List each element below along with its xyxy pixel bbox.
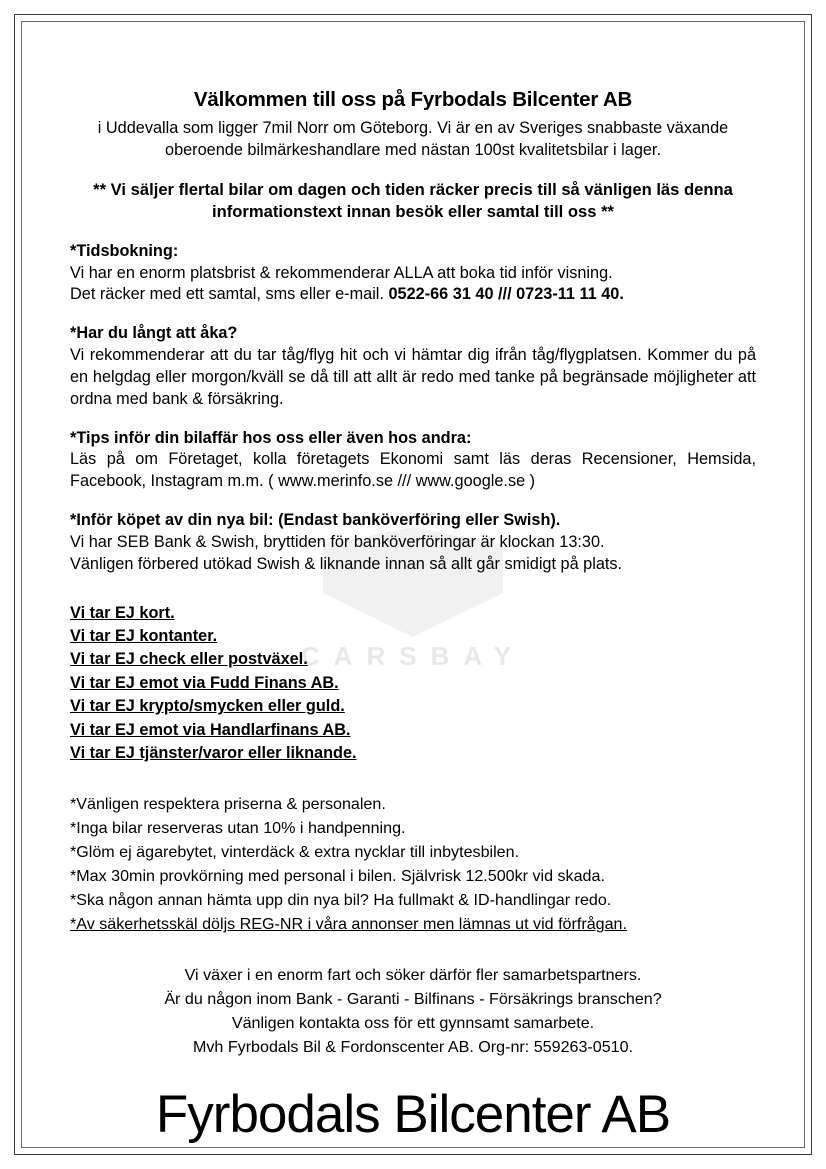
list-item: Vi tar EJ check eller postväxel. [70, 650, 308, 669]
spacer [70, 576, 756, 593]
spacer [70, 783, 756, 792]
spacer [70, 937, 756, 954]
list-item: *Ska någon annan hämta upp din nya bil? Ha fullmakt & ID-handlingar redo. [70, 891, 612, 910]
section-heading-tidsbokning: *Tidsbokning: [70, 241, 179, 260]
list-item: *Vänligen respektera priserna & personalen. [70, 794, 386, 813]
list-item: *Inga bilar reserveras utan 10% i handpenning. [70, 818, 406, 837]
refusals-list [70, 602, 756, 766]
list-item: Vi tar EJ emot via Fudd Finans AB. [70, 673, 339, 692]
emphasis-paragraph: ** Vi säljer flertal bilar om dagen och tiden räcker precis till så vänligen läs denna informationstext innan besök eller samtal till oss ** [93, 179, 733, 222]
brand-footer: Fyrbodals Bilcenter AB [155, 1085, 671, 1144]
closing-line: Vänligen kontakta oss för ett gynnsamt samarbete. [231, 1013, 595, 1032]
closing-line: Är du någon inom Bank - Garanti - Bilfinans - Försäkrings branschen? [164, 989, 662, 1008]
section-body-betalning-line2: Vänligen förbered utökad Swish & liknande innan så allt går smidigt på plats. [70, 554, 623, 573]
spacer [70, 593, 756, 602]
list-item: Vi tar EJ tjänster/varor eller liknande. [70, 744, 357, 763]
section-body-tidsbokning-line2 [70, 284, 756, 306]
section-heading-betalning: *Inför köpet av din nya bil: (Endast banköverföring eller Swish). [70, 511, 561, 530]
document-content [22, 22, 804, 1059]
list-item: *Glöm ej ägarebytet, vinterdäck & extra nycklar till inbytesbilen. [70, 843, 520, 861]
list-item: Vi tar EJ kontanter. [70, 627, 218, 645]
spacer [70, 411, 756, 428]
spacer [70, 766, 756, 783]
closing-line: Mvh Fyrbodals Bil & Fordonscenter AB. Org-nr: 559263-0510. [192, 1037, 634, 1056]
notes-list [70, 792, 756, 937]
section-body-resa: Vi rekommenderar att du tar tåg/flyg hit och vi hämtar dig ifrån tåg/flygplatsen. Kommer du på en helgdag eller morgon/kväll se då till att allt är redo med tanke på begränsade möjligheter att ordna med bank & försäkring. [70, 346, 756, 408]
section-heading-tips: *Tips inför din bilaffär hos oss eller även hos andra: [70, 428, 472, 447]
list-item: *Av säkerhetsskäl döljs REG-NR i våra annonser men lämnas ut vid förfrågan. [70, 915, 627, 934]
spacer [70, 954, 756, 963]
closing-block [70, 963, 756, 1060]
spacer [70, 162, 756, 179]
page-title: Välkommen till oss på Fyrbodals Bilcenter AB [193, 88, 633, 111]
list-item: Vi tar EJ emot via Handlarfinans AB. [70, 720, 351, 739]
spacer [70, 224, 756, 241]
closing-line: Vi växer i en enorm fart och söker därför fler samarbetspartners. [184, 965, 642, 984]
document-page [14, 14, 812, 1155]
intro-paragraph: i Uddevalla som ligger 7mil Norr om Göteborg. Vi är en av Sveriges snabbaste växande oberoende bilmärkeshandlare med nästan 100st kvalitetsbilar i lager. [97, 119, 729, 159]
tidsbokning-text: Det räcker med ett samtal, sms eller e-mail. [70, 285, 389, 304]
spacer [70, 493, 756, 510]
phone-numbers: 0522-66 31 40 /// 0723-11 11 40. [388, 285, 624, 304]
section-body-tips: Läs på om Företaget, kolla företagets Ekonomi samt läs deras Recensioner, Hemsida, Facebook, Instagram m.m. ( www.merinfo.se /// www.google.se ) [70, 450, 756, 491]
section-body-betalning-line1: Vi har SEB Bank & Swish, bryttiden för banköverföringar är klockan 13:30. [70, 532, 605, 551]
list-item: Vi tar EJ krypto/smycken eller guld. [70, 697, 345, 716]
list-item: *Max 30min provkörning med personal i bilen. Självrisk 12.500kr vid skada. [70, 867, 605, 886]
section-body-tidsbokning-line1: Vi har en enorm platsbrist & rekommenderar ALLA att boka tid inför visning. [70, 263, 613, 282]
spacer [70, 306, 756, 323]
section-heading-resa: *Har du långt att åka? [70, 324, 238, 343]
list-item: Vi tar EJ kort. [70, 603, 175, 622]
watermark-text: CARSBAY [300, 641, 526, 671]
document-inner-border [21, 21, 805, 1148]
